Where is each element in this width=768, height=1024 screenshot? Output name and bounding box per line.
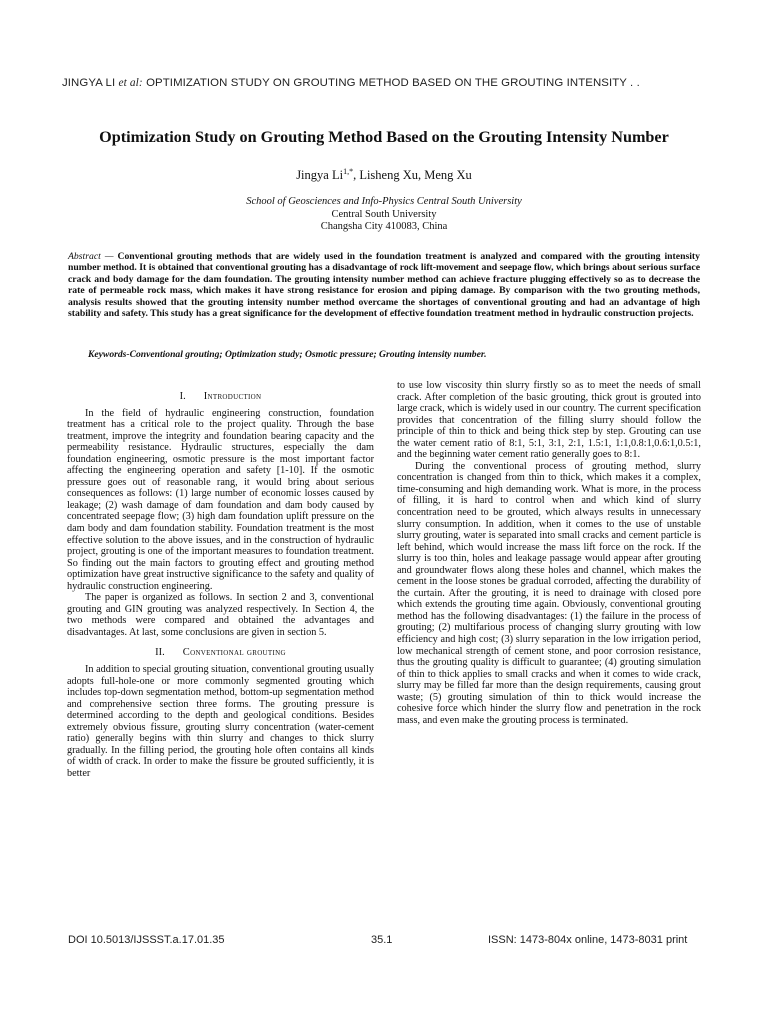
affiliation [0,196,768,234]
left-column [67,391,374,780]
header-author: JINGYA LI [62,77,116,89]
abstract-label: Abstract — [68,251,114,262]
section-number: II. [155,647,165,659]
section-heading-conventional-grouting [67,647,374,659]
header-et-al: et al: [118,77,143,89]
paragraph: During the conventional process of grouting method, slurry concentration is changed from thin to thick, which makes it a complex, time-consuming and high demanding work. What is more, in the process of filling, it is hard to control when and which kind of slurry concentration need to be grouted, which always results in unnecessary slurry consumption. In addition, when it comes to the use of unstable slurry grouting, water is separated into small cracks and cement particle is left behind, which would increase the mass lift force on the rock. If the slurry is too thin, holes and leakage passage would appear after grouting and groundwater flows along these holes and channel, which makes the cement in the loose stones be gradual corroded, affecting the durability of the curtain. After the grouting, it is need to drainage with closed pore which extends the grouting time again. Obviously, conventional grouting method has the following disadvantages: (1) the failure in the process of grouting; (2) multifarious process of changing slurry grouting with low efficiency and high cost; (3) slurry separation in the low irrigation period, low mechanical strength of cement stone, and poor corrosion resistance, thus the grouting quality is difficult to guarantee; (4) grouting simulation of thin to thick applies to small cracks and when it comes to wide crack, slurry may be filled far more than the design requirements, causing grout waste; (5) grouting simulation of thin to thick would increase the cohesive force which hinder the slurry flow and penetration in the rock mass, and even make the grouting process is terminated. [397,460,701,726]
header-running-title: OPTIMIZATION STUDY ON GROUTING METHOD BASED ON THE GROUTING INTENSITY . . [146,77,640,89]
author-others: , Lisheng Xu, Meng Xu [353,168,472,183]
author-affiliation-mark: 1,* [343,167,354,176]
affiliation-university: Central South University [331,208,437,220]
section-number: I. [179,391,186,402]
section-heading-introduction [67,391,374,403]
keywords: Keywords-Conventional grouting; Optimization study; Osmotic pressure; Grouting intensity number. [88,349,487,360]
section-title: Conventional grouting [182,647,286,659]
paragraph: In addition to special grouting situation, conventional grouting usually adopts full-hole-one or more commonly segmented grouting which includes top-down segmentation method, bottom-up segmentation method and comprehensive section three forms. The grouting pressure is determined according to the depth and geological conditions. Besides extremely obvious fissure, grouting slurry concentration (water-cement ratio) generally begins with thin slurry and changes to thick slurry gradually. In the filling period, the grouting hole often contains all kinds of width of crack. In order to make the fissure be grouted sufficiently, it is better [67,664,374,779]
footer-doi: DOI 10.5013/IJSSST.a.17.01.35 [68,934,225,946]
footer-page-number: 35.1 [371,934,393,946]
footer-issn: ISSN: 1473-804x online, 1473-8031 print [488,934,688,946]
abstract [68,251,700,319]
author-list [0,167,768,183]
paragraph: In the field of hydraulic engineering construction, foundation treatment has a critical role to the project quality. Through the base treatment, improve the integrity and foundation bearing capacity and the permeability resistance. Hydraulic structures, especially the dam foundation engineering, osmotic pressure is the most important factor affecting the engineering operation and safety [1-10]. If the osmotic pressure goes out of reasonable rang, it would bring about serious consequences as follows: (1) large number of economic losses caused by leakage; (2) wash damage of dam foundation and dam body caused by concentrated seepage flow; (3) high dam foundation uplift pressure on the dam body and dam foundation stability. Foundation treatment is the most effective solution to the above issues, and in the construction of hydraulic project, grouting is one of the important measures to foundation treatment. So finding out the main factors to grouting effect and grouting method optimization have great instructive significance to the safety and quality of hydraulic construction engineering. [67,407,374,592]
author-first: Jingya Li [296,168,344,183]
running-header [62,77,722,89]
paper-title: Optimization Study on Grouting Method Based on the Grouting Intensity Number [99,128,669,146]
paragraph: The paper is organized as follows. In section 2 and 3, conventional grouting and GIN grouting was analyzed respectively. In Section 4, the two methods were compared and obtained the advantages and disadvantages. At last, some conclusions are given in section 5. [67,592,374,638]
right-column [397,380,701,726]
affiliation-city: Changsha City 410083, China [320,221,448,232]
abstract-text: Conventional grouting methods that are widely used in the foundation treatment is analyzed and compared with the grouting intensity number method. It is obtained that conventional grouting has a disadvantage of rock lift-movement and seepage flow, which brings about serious surface crack and body damage for the dam foundation. The grouting intensity number method can achieve fracture plugging effectively so as to decrease the rate of permeable rock mass, which makes it have strong resistance for erosion and piping damage. By comparison with the two grouting methods, analysis results showed that the grouting intensity number method overcame the shortages of conventional grouting and had an advantage of high stability and safety. This study has a great significance for the development of effective foundation treatment method in hydraulic construction projects. [68,251,700,320]
affiliation-school: School of Geosciences and Info-Physics Central South University [246,196,522,207]
paragraph-continued: to use low viscosity thin slurry firstly so as to meet the needs of small crack. After completion of the basic grouting, thick grout is grouted into large crack, which is widely used in our country. The current specification provides that concentration of the filling slurry should follow the principle of thin to thick and being thick step by step. Grouting can use the water cement ratio of 8:1, 5:1, 3:1, 2:1, 1.5:1, 1:1,0.8:1,0.6:1,0.5:1, and the beginning water cement ratio generally goes to 8:1. [397,380,701,461]
section-title: Introduction [203,391,262,402]
